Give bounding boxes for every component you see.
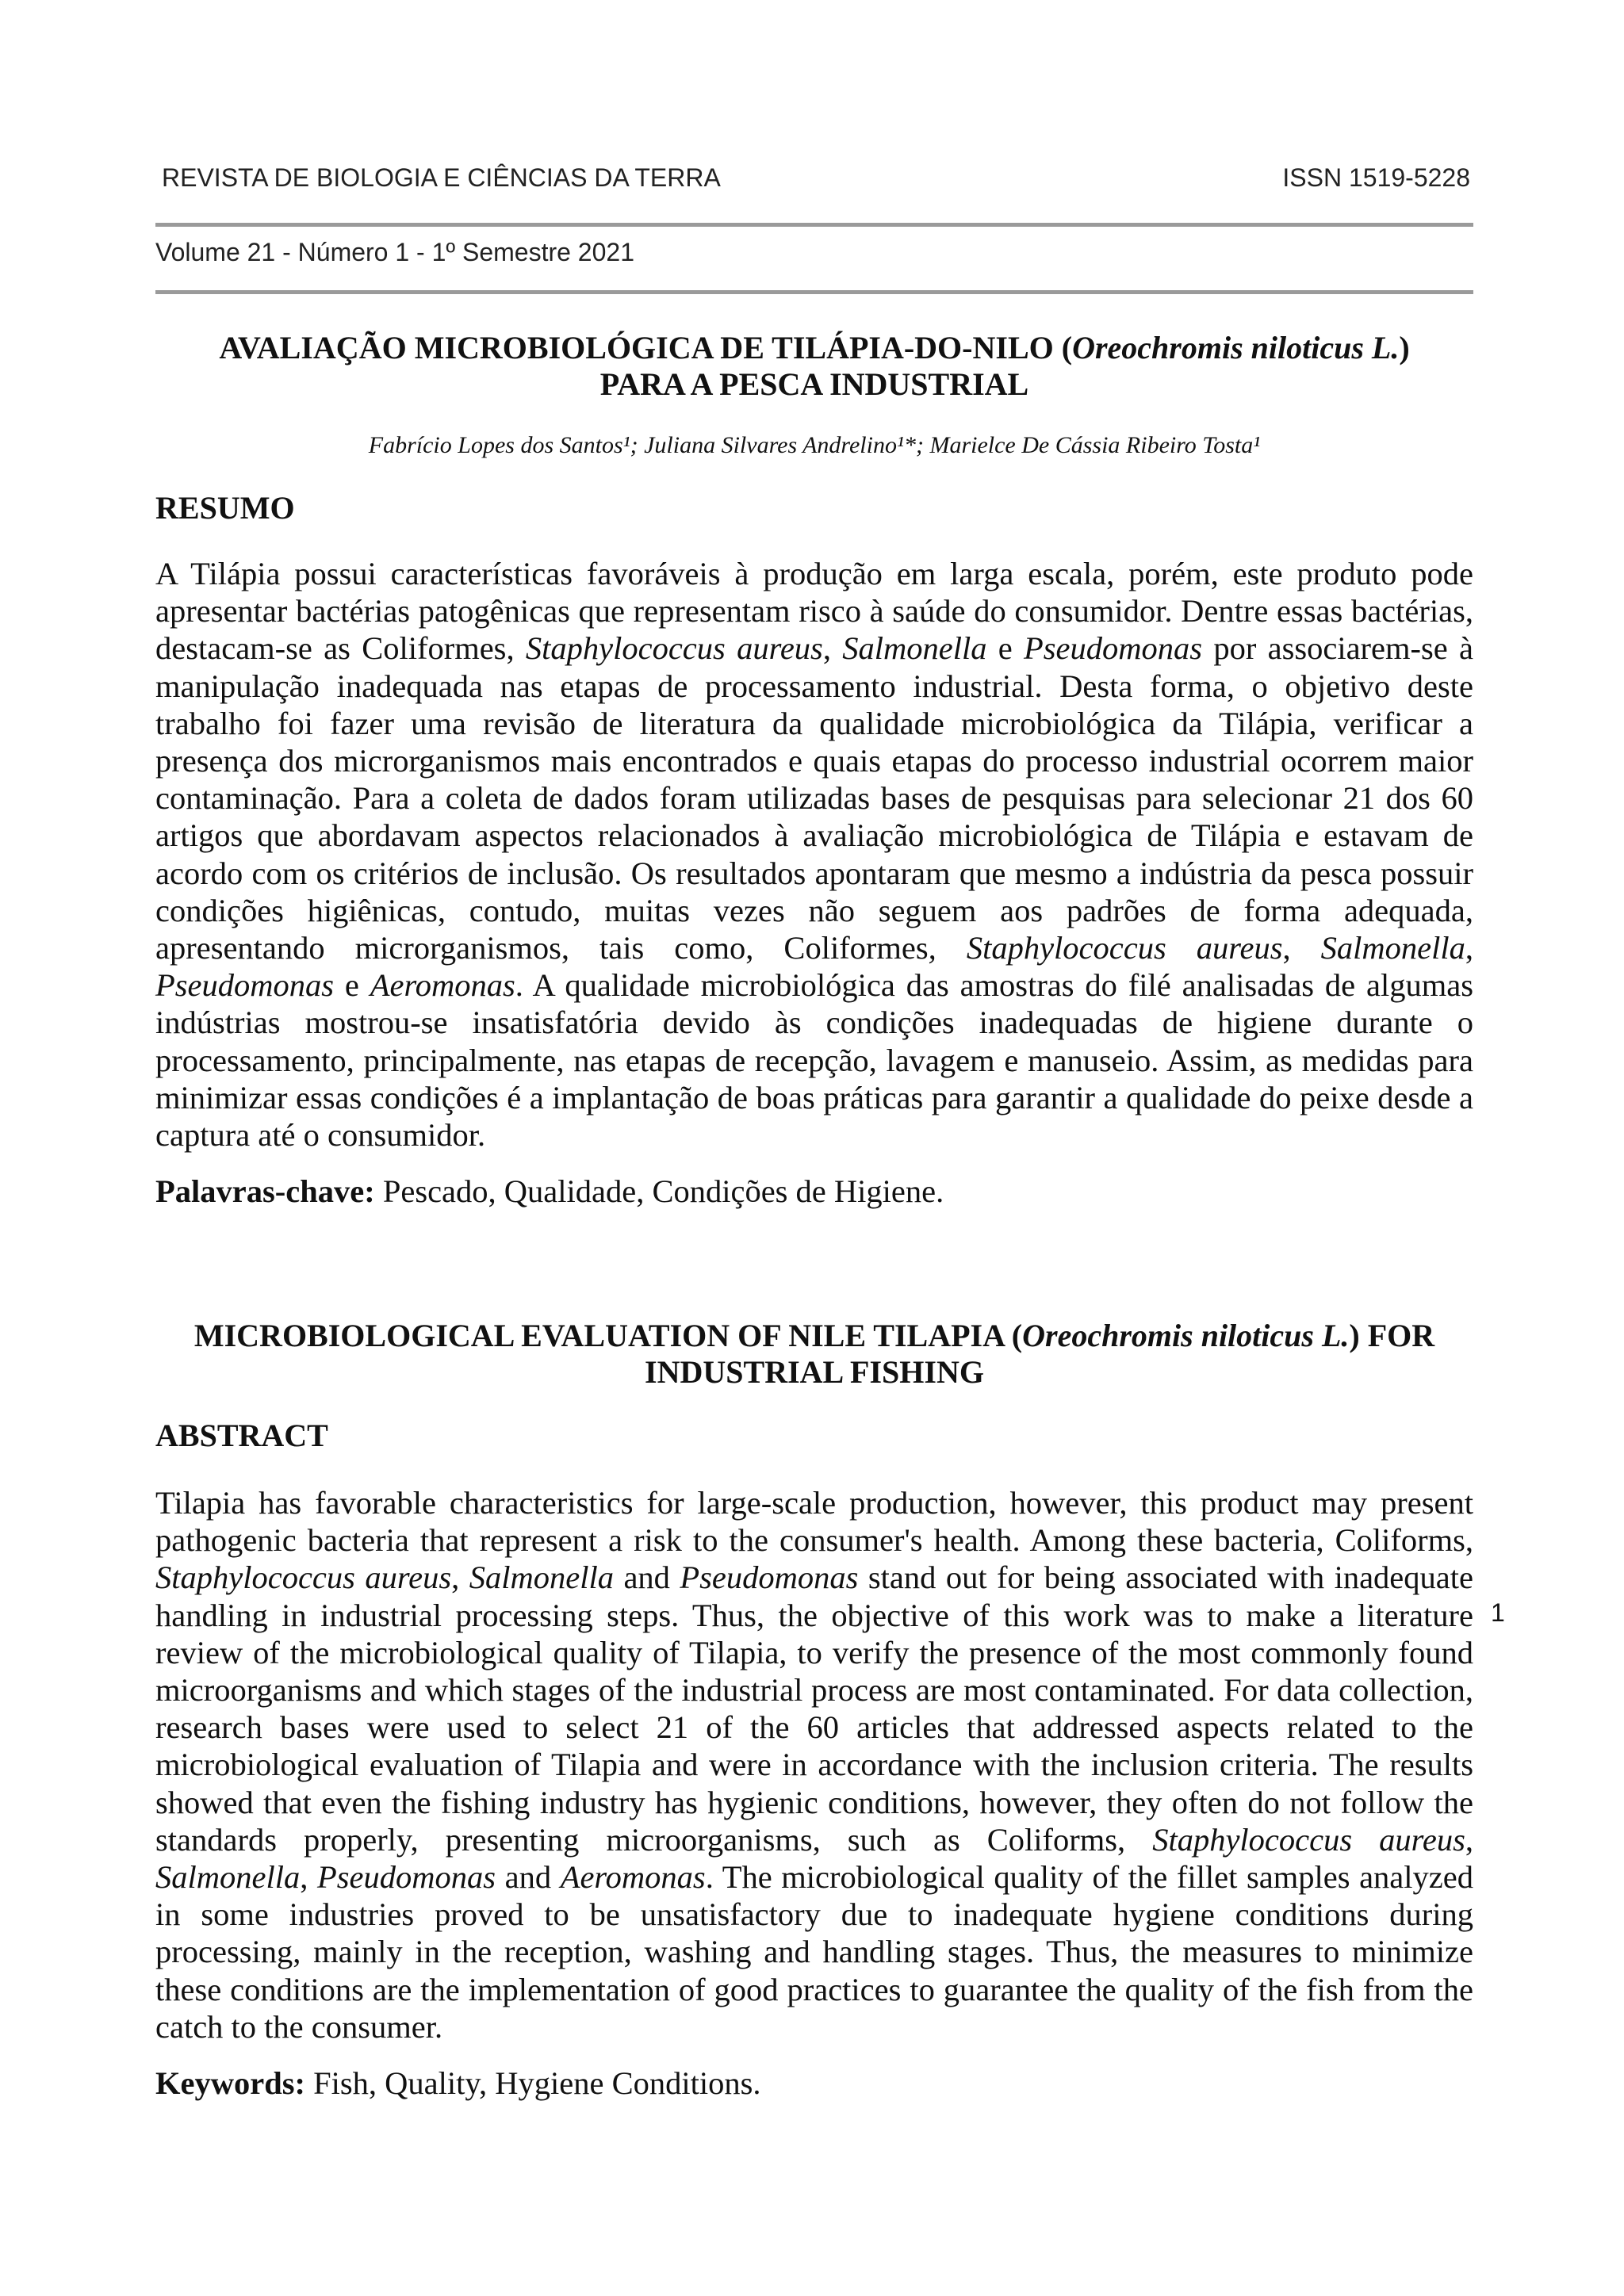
text-run: , <box>1465 1821 1473 1858</box>
title-en <box>155 1318 1473 1391</box>
text-run: , <box>1282 930 1321 966</box>
authors: Fabrício Lopes dos Santos¹; Juliana Silvares Andrelino¹*; Marielce De Cássia Ribeiro Tosta¹ <box>368 432 1261 458</box>
species-name: Salmonella <box>469 1559 614 1596</box>
species-name: Pseudomonas <box>680 1559 859 1596</box>
keywords-en-values: Fish, Quality, Hygiene Conditions. <box>304 2065 761 2101</box>
heading-abstract: ABSTRACT <box>155 1418 328 1453</box>
text-run: , <box>300 1859 317 1896</box>
species-name: , Staphylococcus aureus <box>928 930 1283 966</box>
species-name: Pseudomonas <box>316 1859 496 1896</box>
keywords-pt <box>155 1173 1473 1210</box>
keywords-en-label: Keywords: <box>155 2065 305 2101</box>
journal-name: REVISTA DE BIOLOGIA E CIÊNCIAS DA TERRA <box>162 163 721 192</box>
text-run: A Tilápia possui características favoráveis à produção em larga escala, porém, este produto pode apresentar bactérias patogênicas que representam risco à saúde do consumidor. Dentre essas bactérias, destacam-se as Coliformes, <box>155 556 1473 667</box>
text-run: , <box>451 1559 469 1596</box>
species-name: Salmonella <box>1320 930 1465 966</box>
keywords-en <box>155 2064 1473 2102</box>
text-run: e <box>986 630 1025 667</box>
title-pt-line2: PARA A PESCA INDUSTRIAL <box>599 366 1029 402</box>
species-name: Aeromonas <box>370 967 515 1004</box>
text-run: por associarem-se à manipulação inadequada nas etapas de processamento industrial. Desta forma, o objetivo deste trabalho foi fazer uma revisão de literatura da qualidade microbiológica da Tilápia, verificar a presença dos microrganismos mais encontrados e quais etapas do processo industrial ocorrem maior contaminação. Para a coleta de dados foram utilizadas bases de pesquisas para selecionar 21 dos 60 artigos que abordavam aspectos relacionados à avaliação microbiológica de Tilápia e estavam de acordo com os critérios de inclusão. Os resultados apontaram que mesmo a indústria da pesca possuir condições higiênicas, contudo, muitas vezes não seguem aos padrões de forma adequada, apresentando microrganismos, tais como, Coliformes <box>155 630 1474 966</box>
page-number: 1 <box>1491 1598 1505 1627</box>
volume-info: Volume 21 - Número 1 - 1º Semestre 2021 <box>155 238 634 266</box>
species-name: Staphylococcus aureus <box>155 1559 452 1596</box>
keywords-pt-label: Palavras-chave: <box>155 1173 375 1209</box>
header-rule-top <box>155 223 1473 227</box>
title-en-line2: INDUSTRIAL FISHING <box>645 1354 984 1390</box>
issn: ISSN 1519-5228 <box>1282 163 1470 192</box>
text-run: e <box>334 967 370 1004</box>
species-name: Staphylococcus aureus <box>525 630 823 667</box>
species-name: Salmonella <box>155 1859 301 1896</box>
text-run: and <box>495 1859 561 1896</box>
header-rule-bottom <box>155 290 1473 294</box>
species-name: Staphylococcus aureus <box>1152 1821 1465 1858</box>
species-name: Salmonella <box>842 630 987 667</box>
text-run: Tilapia has favorable characteristics for large-scale production, however, this product may present pathogenic bacteria that represent a risk to the consumer's health. Among these bacteria, Coliforms, <box>155 1485 1473 1559</box>
species-name: Aeromonas <box>560 1859 706 1896</box>
text-run: , <box>822 630 843 667</box>
text-run: stand out for being associated with inadequate handling in industrial processing steps. Thus, the objective of this work was to make a literature review of the microbiological quality of Tilapia, to verify the presence of the most commonly found microorganisms and which stages of the industrial process are most contaminated. For data collection, research bases were used to select 21 of the 60 articles that addressed aspects related to the microbiological evaluation of Tilapia and were in accordance with the inclusion criteria. The results showed that even the fishing industry has hygienic conditions, however, they often do not follow the standards properly, presenting microorganisms, such as Coliforms, <box>155 1559 1473 1858</box>
text-run: . The microbiological quality of the fillet samples analyzed in some industries proved to be unsatisfactory due to inadequate hygiene conditions during processing, mainly in the reception, washing and handling stages. Thus, the measures to minimize these conditions are the implementation of good practices to guarantee the quality of the fish from the catch to the consumer. <box>155 1859 1473 2045</box>
text-run: and <box>613 1559 680 1596</box>
text-run: . A qualidade microbiológica das amostras do filé analisadas de algumas indústrias mostrou-se insatisfatória devido às condições inadequadas de higiene durante o processamento, principalmente, nas etapas de recepção, lavagem e manuseio. Assim, as medidas para minimizar essas condições é a implantação de boas práticas para garantir a qualidade do peixe desde a captura até o consumidor. <box>155 967 1473 1154</box>
text-run: , <box>1465 930 1474 966</box>
species-name: Pseudomonas <box>155 967 334 1004</box>
abstract-en <box>155 1484 1473 2045</box>
species-name: Pseudomonas <box>1024 630 1203 667</box>
abstract-pt <box>155 555 1473 1154</box>
title-pt <box>155 330 1473 403</box>
keywords-pt-values: Pescado, Qualidade, Condições de Higiene. <box>374 1173 944 1209</box>
title-pt-line1: AVALIAÇÃO MICROBIOLÓGICA DE TILÁPIA-DO-NILO (Oreochromis niloticus L.) <box>219 330 1410 365</box>
title-en-line1: MICROBIOLOGICAL EVALUATION OF NILE TILAPIA (Oreochromis niloticus L.) FOR <box>193 1318 1435 1353</box>
heading-resumo: RESUMO <box>155 490 295 526</box>
